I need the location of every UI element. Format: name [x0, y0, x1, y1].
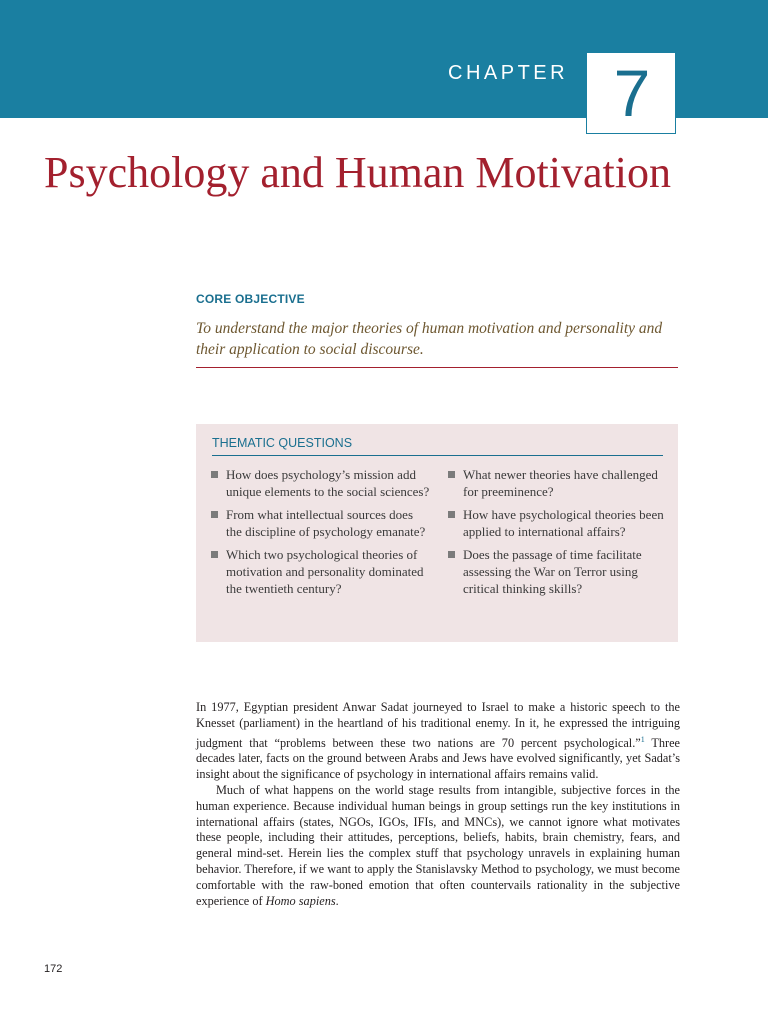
thematic-question-text: How does psychology’s mission add unique elements to the social sciences?	[226, 467, 430, 499]
body-text	[196, 700, 680, 909]
thematic-question-text: Which two psychological theories of motivation and personality dominated the twentieth century?	[226, 547, 424, 596]
square-bullet-icon	[211, 511, 218, 518]
square-bullet-icon	[448, 511, 455, 518]
paragraph-text: Much of what happens on the world stage results from intangible, subjective forces in the human experience. Because individual human beings in group settings run the key institutions in international affairs (states, NGOs, IGOs, IFIs, and MNCs), we cannot ignore what motivates these people, including their attitudes, perceptions, beliefs, habits, brain chemistry, fears, and general mind-set. Herein lies the complex stuff that psychology unravels in explaining human behavior. Therefore, if we want to apply the Stanislavsky Method to psychology, we must become comfortable with the raw-boned emotion that often countervails rationality in the subjective experience of	[196, 783, 680, 908]
core-objective-label: CORE OBJECTIVE	[196, 292, 305, 306]
thematic-question-text: How have psychological theories been applied to international affairs?	[463, 507, 664, 539]
chapter-label: CHAPTER	[448, 62, 569, 84]
thematic-questions-left-column	[210, 466, 430, 603]
footnote-reference[interactable]: 1	[640, 734, 645, 744]
italic-term: Homo sapiens	[265, 893, 336, 908]
thematic-questions-label: THEMATIC QUESTIONS	[212, 436, 353, 450]
thematic-question	[210, 466, 430, 500]
core-objective-divider	[196, 367, 678, 368]
paragraph-text: In 1977, Egyptian president Anwar Sadat journeyed to Israel to make a historic speech to the Knesset (parliament) in the heartland of his traditional enemy. In it, he expressed the intriguing judgment that “problems between these two nations are 70 percent psychological.”	[196, 700, 680, 750]
body-paragraph-1	[196, 700, 680, 783]
thematic-question-text: Does the passage of time facilitate assessing the War on Terror using critical thinking skills?	[463, 547, 642, 596]
core-objective-text: To understand the major theories of human motivation and personality and their application to social discourse.	[196, 320, 663, 358]
thematic-question	[447, 466, 667, 500]
thematic-questions-panel	[196, 424, 678, 642]
square-bullet-icon	[211, 551, 218, 558]
thematic-question-text: From what intellectual sources does the discipline of psychology emanate?	[226, 507, 426, 539]
thematic-questions-divider	[212, 455, 663, 456]
page-number: 172	[44, 963, 63, 975]
thematic-question-text: What newer theories have challenged for preeminence?	[463, 467, 658, 499]
paragraph-text: Three decades later, facts on the ground between Arabs and Jews have evolved significantly, yet Sadat’s insight about the significance of psychology in international affairs remains valid.	[196, 735, 680, 782]
thematic-question	[447, 546, 667, 597]
chapter-number: 7	[613, 56, 651, 130]
thematic-questions-right-column	[447, 466, 667, 603]
square-bullet-icon	[448, 471, 455, 478]
thematic-question	[210, 546, 430, 597]
paragraph-text: .	[335, 893, 339, 908]
chapter-number-box	[586, 52, 676, 134]
thematic-question	[210, 506, 430, 540]
chapter-title: Psychology and Human Motivation	[44, 148, 671, 197]
square-bullet-icon	[211, 471, 218, 478]
body-paragraph-2	[196, 783, 680, 909]
thematic-question	[447, 506, 667, 540]
square-bullet-icon	[448, 551, 455, 558]
